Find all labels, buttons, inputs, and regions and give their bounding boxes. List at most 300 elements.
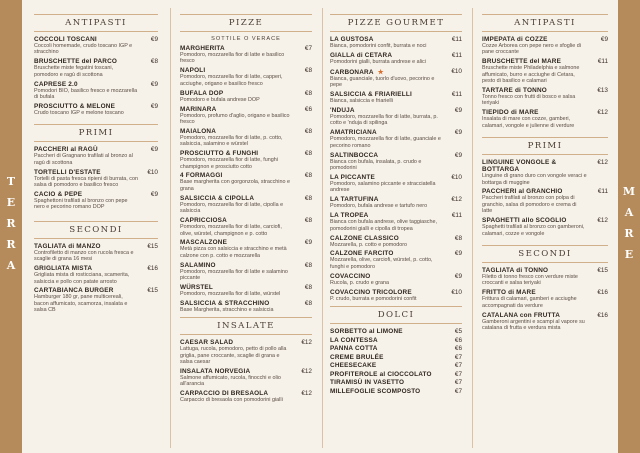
section-rule [34,238,158,239]
item-name [330,345,462,352]
item-description: Bruschette miste Philadelphia e salmone affumicato, burro e acciughe di Cetara, pesto di basilico e calamari [482,65,580,85]
item-description: Pomodoro, profumo d'aglio, origano e basilico fresco [180,112,290,125]
mare-vertical-label [618,185,640,261]
item-description: Frittura di calamari, gamberi e acciughe accompagnati da verdure [482,296,577,309]
item-description: Pomodoro, bufala andrese e tartufo nero [330,203,428,210]
item-description: Tortelli di pasta fresca ripieni di burrata, con salsa di pomodoro e basilico fresco [34,175,138,189]
item-name-text: PACCHERI al GRANCHIO [482,188,563,196]
item-description: Pomodoro, mozzarella fior di latte, würstel [180,291,281,298]
menu-item [330,388,462,395]
item-name [34,146,158,153]
menu-item [34,287,158,313]
menu-item [482,267,608,287]
item-name-text: MASCALZONE [180,239,228,247]
item-price: €7 [454,362,462,370]
section-rule [482,154,608,155]
item-description: Mozzarella, olive, carciofi, würstel, p. cotto, funghi e pomodoro [330,257,433,270]
item-name [330,129,462,136]
item-name [330,152,462,159]
item-price: €8 [304,261,312,269]
item-name-text: 4 FORMAGGI [180,172,223,180]
item-description: Spaghetti trafilati al bronzo con gamberoni, calamari, cozze e vongole [482,224,585,237]
section-rule [482,262,608,263]
item-name-text: CREME BRULÉE [330,353,384,361]
item-description: Spaghettoni trafilati al bronzo con pepe nero e pecorino romano DOP [34,197,128,211]
item-price: €9 [150,36,158,43]
item-price: €9 [150,190,158,198]
item-name [34,36,158,43]
menu-item [330,328,462,335]
item-description: Pomodoro, mozzarella fior di latte, capperi, acciughe, origano e basilico fresco [180,74,283,87]
item-description: Pomodoro, mozzarella fior di latte e salamino piccante [180,268,288,282]
side-letter: R [624,227,634,240]
item-name-text: CARTABIANCA BURGER [34,287,114,295]
menu-item [482,188,608,214]
primi-mare-section [482,137,608,237]
column-divider [472,8,473,448]
menu-item [180,262,312,282]
secondi-mare-section [482,245,608,331]
menu-item [180,45,312,65]
item-name [330,107,462,114]
item-description: Paccheri di Gragnano trafilati al bronzo al ragù di scottona [34,153,133,166]
item-price: €11 [451,212,462,220]
item-price: €12 [597,159,608,167]
item-name [180,172,312,179]
menu-item [34,243,158,263]
menu-item [330,371,462,378]
star-icon: ★ [377,68,384,76]
item-price: €11 [451,51,462,59]
item-name-text: GIALLA di CETARA [330,51,393,59]
item-price: €9 [150,146,158,154]
item-description: Pomodoro, mozzarella fior di latte, p. cotto, salsiccia, salamino e würstel [180,134,283,148]
item-name-text: LA TARTUFINA [330,196,379,204]
item-description: Pomodoro, mozzarella fior di latte, guanciale e pecorino romano [330,136,441,149]
section-title: PIZZE GOURMET [347,18,445,28]
item-price: €7 [454,353,462,361]
item-name-text: PROSCIUTTO & MELONE [34,102,116,110]
menu-item [330,289,462,302]
item-description: Salmone affumicato, rucola, finocchi e olio all'arancia [180,375,281,388]
item-name-text: PANNA COTTA [330,345,378,353]
item-name [180,368,312,375]
terra-vertical-label [0,175,22,272]
menu-item [34,103,158,116]
item-name [330,212,462,219]
item-name [482,217,608,224]
menu-item [330,174,462,194]
item-name [34,191,158,198]
menu-item [330,345,462,352]
menu-item [180,239,312,259]
item-name-text: IMPEPATA di COZZE [482,36,548,43]
item-name-text: SALSICCIA & STRACCHINO [180,299,270,307]
item-name-text: BUFALA DOP [180,89,224,97]
item-name-text: TIEPIDO di MARE [482,109,539,117]
item-name-text: LINGUINE VONGOLE & BOTTARGA [482,159,557,174]
item-price: €10 [147,168,158,176]
item-name [330,362,462,369]
item-price: €12 [301,339,312,347]
item-name [482,159,608,173]
item-name-text: FRITTO di MARE [482,289,536,297]
item-name [34,58,158,65]
item-description: Lattuga, rucola, pomodoro, petto di pollo alla griglia, pane croccante, scaglie di grana e salsa caesar [180,346,287,366]
item-price: €9 [454,107,462,115]
item-name-text: CACIO & PEPE [34,190,83,198]
item-name-text: COVACCINO TRICOLORE [330,288,412,296]
section-title: PRIMI [78,128,114,139]
item-name [180,195,312,202]
menu-item [180,284,312,297]
terra-side-band [0,0,22,453]
item-name-text: TAGLIATA di TONNO [482,267,549,274]
item-description: Carpaccio di bresaola con pomodorini gialli [180,397,283,404]
section-rule [330,31,462,32]
item-description: Bianca, salsiccia e friarielli [330,98,393,105]
item-name-text: TIRAMISÙ IN VASETTO [330,379,405,387]
section-rule [482,31,608,32]
item-name-text: LA GUSTOSA [330,36,374,43]
item-description: Pomodoro, mozzarella fior di latte, funghi champignon e prosciutto cotto [180,157,278,170]
item-name [180,150,312,157]
section-rule [180,334,312,335]
item-price: €5 [454,328,462,336]
item-name-text: NAPOLI [180,67,206,75]
menu-item [180,217,312,237]
item-description: Pomodorini gialli, burrata andrese e alici [330,58,426,65]
menu-item [34,169,158,189]
section-title: PRIMI [527,141,563,152]
item-name-text: TAGLIATA di MANZO [34,242,101,250]
menu-item [180,128,312,148]
section-subtitle: SOTTILE O VERACE [211,36,281,42]
item-name-text: PACCHERI al RAGÙ [34,146,98,154]
item-description: Bruschette miste fegatini toscani, pomodoro e ragù di scottona [34,65,114,78]
item-price: €8 [304,299,312,307]
item-price: €15 [147,242,158,250]
item-price: €9 [454,129,462,137]
secondi-terra-section [34,221,158,314]
item-name-text: COVACCINO [330,272,371,280]
side-letter: A [6,259,16,272]
item-name-text: SPAGHETTI allo SCOGLIO [482,217,567,225]
item-price: €10 [451,288,462,296]
section-rule [180,31,312,32]
item-price: €7 [454,387,462,395]
item-price: €15 [147,287,158,295]
item-name-text: BRUSCHETTE del PARCO [34,58,118,66]
menu-item [34,58,158,78]
section-title: INSALATE [217,321,275,332]
menu-item [330,337,462,344]
item-name-text: CALZONE FARCITO [330,250,394,258]
item-price: €16 [147,265,158,273]
item-name [34,81,158,88]
item-price: €12 [597,109,608,117]
section-title: PIZZE [228,18,264,28]
menu-item [330,235,462,248]
item-description: Pomodoro, mozzarella fior di latte e basilico fresco [180,52,285,65]
item-name-text: BRUSCHETTE del MARE [482,58,562,66]
item-description: Cozze Arborea con pepe nero e sfoglie di pane croccante [482,43,581,56]
item-description: Bianca con bufala, insalata, p. crudo e pomodorini [330,158,422,172]
item-price: €8 [304,172,312,180]
item-name-text: SALAMINO [180,261,216,269]
menu-item [180,368,312,388]
item-price: €8 [304,284,312,292]
item-description: Bianca con bufala andrese, olive taggiasche, pomodorini gialli e cipolla di tropea [330,219,437,232]
pizze-section [180,14,312,313]
menu-item [330,107,462,127]
item-name-text: TORTELLI D'ESTATE [34,168,101,176]
item-name-text: LA CONTESSA [330,336,378,344]
item-name [180,390,312,397]
item-name [482,267,608,274]
item-price: €6 [454,345,462,353]
menu-item [34,265,158,285]
item-price: €9 [454,151,462,159]
item-name [330,235,462,242]
item-name [330,196,462,203]
item-name-text: LA PICCANTE [330,173,375,181]
terra-column [30,0,162,453]
side-letter: R [6,217,16,230]
item-price: €6 [304,105,312,113]
item-price: €8 [304,150,312,158]
pizze-column [176,0,316,453]
menu-item [482,312,608,332]
antipasti-mare-section [482,14,608,129]
item-name [34,243,158,250]
item-price: €16 [597,311,608,319]
menu-item [34,81,158,101]
menu-item [180,106,312,126]
menu-item [482,289,608,309]
item-name-text: MARGHERITA [180,45,225,52]
item-price: €11 [597,188,608,196]
item-price: €7 [454,379,462,387]
item-description: Bianca, guanciale, tuorlo d'uovo, pecorino e pepe [330,75,435,89]
item-description: Linguine di grano duro con vongole veraci e bottarga di muggine [482,173,587,186]
item-name-text: CATALANA con FRUTTA [482,311,561,319]
item-name [482,188,608,195]
item-name-text: PROFITEROLE al CIOCCOLATO [330,370,432,378]
item-name [330,250,462,257]
menu-item [330,91,462,104]
menu-item [330,379,462,386]
section-title: SECONDI [518,249,572,259]
item-name [180,339,312,346]
item-name [34,287,158,294]
item-description: Base Margherita, stracchino e salsiccia [180,306,274,313]
item-description: Pomodoro, mozzarella fior di latte, burrata, p. cotto e 'nduja di spilinga [330,114,438,127]
item-description: Insalata di mare con cozze, gamberi, calamari, vongole e julienne di verdure [482,116,575,129]
menu-item [330,196,462,209]
item-name-text: MARINARA [180,105,217,113]
item-name [180,45,312,52]
item-name [180,300,312,307]
menu-item [482,217,608,237]
menu-item [180,390,312,403]
item-name-text: COCCOLI TOSCANI [34,36,97,43]
menu-item [482,58,608,84]
item-name-text: CAPRICCIOSA [180,217,227,225]
item-price: €12 [301,390,312,398]
item-description: Gamberoni argentini e scampi al vapore su catalana di frutta e verdura mista [482,318,585,332]
menu-item [330,129,462,149]
menu-item [180,67,312,87]
item-name-text: INSALATA NORVEGIA [180,368,251,376]
item-price: €8 [304,217,312,225]
item-price: €7 [304,45,312,52]
menu-item [330,212,462,232]
item-price: €11 [451,36,462,43]
item-name [330,328,462,335]
side-letter: E [6,196,16,209]
item-description: Pomodoro, mozzarella fior di latte, cipolla e salsiccia [180,201,284,215]
item-description: Rucola, p. crudo e grana [330,279,390,286]
item-name [482,109,608,116]
item-name-text: PROSCIUTTO & FUNGHI [180,150,259,158]
item-name-text: MILLEFOGLIE SCOMPOSTO [330,387,421,395]
item-name [180,217,312,224]
item-name-text: CARBONARA [330,68,374,76]
item-description: Pomodori BIO, basilico fresco e mozzarella di bufala [34,87,138,101]
item-name [330,354,462,361]
item-name-text: SALTINBOCCA [330,151,379,159]
item-name-text: 'NDUJA [330,107,355,115]
gourmet-column [326,0,466,453]
item-name [34,103,158,110]
menu-item [482,159,608,186]
column-divider [322,8,323,448]
item-description: Hamburger 180 gr, pane multicereali, bacon affumicato, scamorza, insalata e salsa CB [34,294,128,314]
dolci-section [330,306,462,395]
menu-item [330,152,462,172]
item-name [482,312,608,319]
menu-item [330,362,462,369]
item-name [180,90,312,97]
item-price: €12 [451,196,462,204]
menu-item [482,36,608,56]
mare-column [478,0,612,453]
item-name-text: CAESAR SALAD [180,339,234,347]
item-name-text: WÜRSTEL [180,284,213,292]
item-name [330,91,462,98]
item-price: €6 [454,336,462,344]
item-name [34,265,158,272]
item-price: €10 [451,173,462,181]
menu-item [180,339,312,365]
insalate-section [180,317,312,403]
item-price: €8 [150,58,158,66]
item-price: €8 [304,194,312,202]
item-name-text: AMATRICIANA [330,129,377,137]
item-description: Paccheri trafilati al bronzo con polpa di granchio, salsa di pomodoro e crema di latte [482,195,577,215]
item-description: Mozzarella, p. cotto e pomodoro [330,241,408,248]
item-description: Tonno fresco con frutti di bosco e salsa teriyaki [482,94,576,107]
menu-item [482,87,608,107]
item-description: Filetto di tonno fresco con verdure miste croccanti e salsa teriyaki [482,274,578,287]
section-rule [34,141,158,142]
item-name [330,36,462,43]
primi-terra-section [34,124,158,210]
item-name [330,273,462,280]
pizze-gourmet-section [330,14,462,302]
mare-side-band [618,0,640,453]
item-name-text: CHEESECAKE [330,362,377,370]
item-price: €7 [454,370,462,378]
antipasti-terra-section [34,14,158,116]
menu-item [330,250,462,270]
side-letter: A [624,206,634,219]
menu-item [180,172,312,192]
item-name [330,174,462,181]
side-letter: T [6,175,16,188]
item-description: Coccoli homemade, crudo toscano IGP e stracchino [34,43,133,56]
item-name [482,58,608,65]
item-name [482,87,608,94]
menu-item [180,300,312,313]
item-price: €8 [304,67,312,75]
item-name [330,337,462,344]
section-title: ANTIPASTI [514,18,576,28]
menu-item [180,195,312,215]
section-title: ANTIPASTI [65,18,127,28]
item-description: Crudo toscano IGP e melone toscano [34,109,124,116]
menu-item [34,146,158,166]
menu-item [34,191,158,211]
menu-item [330,36,462,49]
item-name [330,289,462,296]
menu-item [180,90,312,103]
item-name [330,52,462,59]
item-description: Pomodoro, mozzarella fior di latte, carciofi, olive, würstel, champignon e p. cotto [180,224,282,237]
item-description: Metà pizza con salsiccia e stracchino e metà calzone con p. cotto e mozzarella [180,246,287,259]
side-letter: E [624,248,634,261]
item-name [180,106,312,113]
item-name [482,289,608,296]
item-price: €15 [597,267,608,274]
item-price: €12 [597,217,608,225]
item-description: Grigliata mista di rosticciana, scamerita, salsiccia e pollo con patate arrosto [34,272,130,285]
item-name [482,36,608,43]
item-description: Base margherita con gorgonzola, stracchino e grana [180,179,290,192]
item-price: €11 [597,58,608,66]
item-name [330,68,462,76]
item-name-text: MAIALONA [180,127,217,135]
menu-item [330,52,462,65]
item-price: €8 [304,89,312,97]
item-name [180,284,312,291]
item-name [330,371,462,378]
item-name-text: SALSICCIA & FRIARIELLI [330,91,412,99]
item-name-text: SALSICCIA & CIPOLLA [180,194,255,202]
item-price: €8 [304,127,312,135]
item-name-text: CAPRESE 2.0 [34,80,78,88]
section-title: SECONDI [69,224,123,235]
item-price: €12 [301,368,312,376]
side-letter: R [6,238,16,251]
item-price: €8 [454,234,462,242]
item-name [180,239,312,246]
item-description: Pomodoro, salamino piccante e stracciatella andrese [330,180,436,194]
item-name-text: SORBETTO al LIMONE [330,328,403,336]
item-price: €9 [454,250,462,258]
menu-item [330,273,462,286]
